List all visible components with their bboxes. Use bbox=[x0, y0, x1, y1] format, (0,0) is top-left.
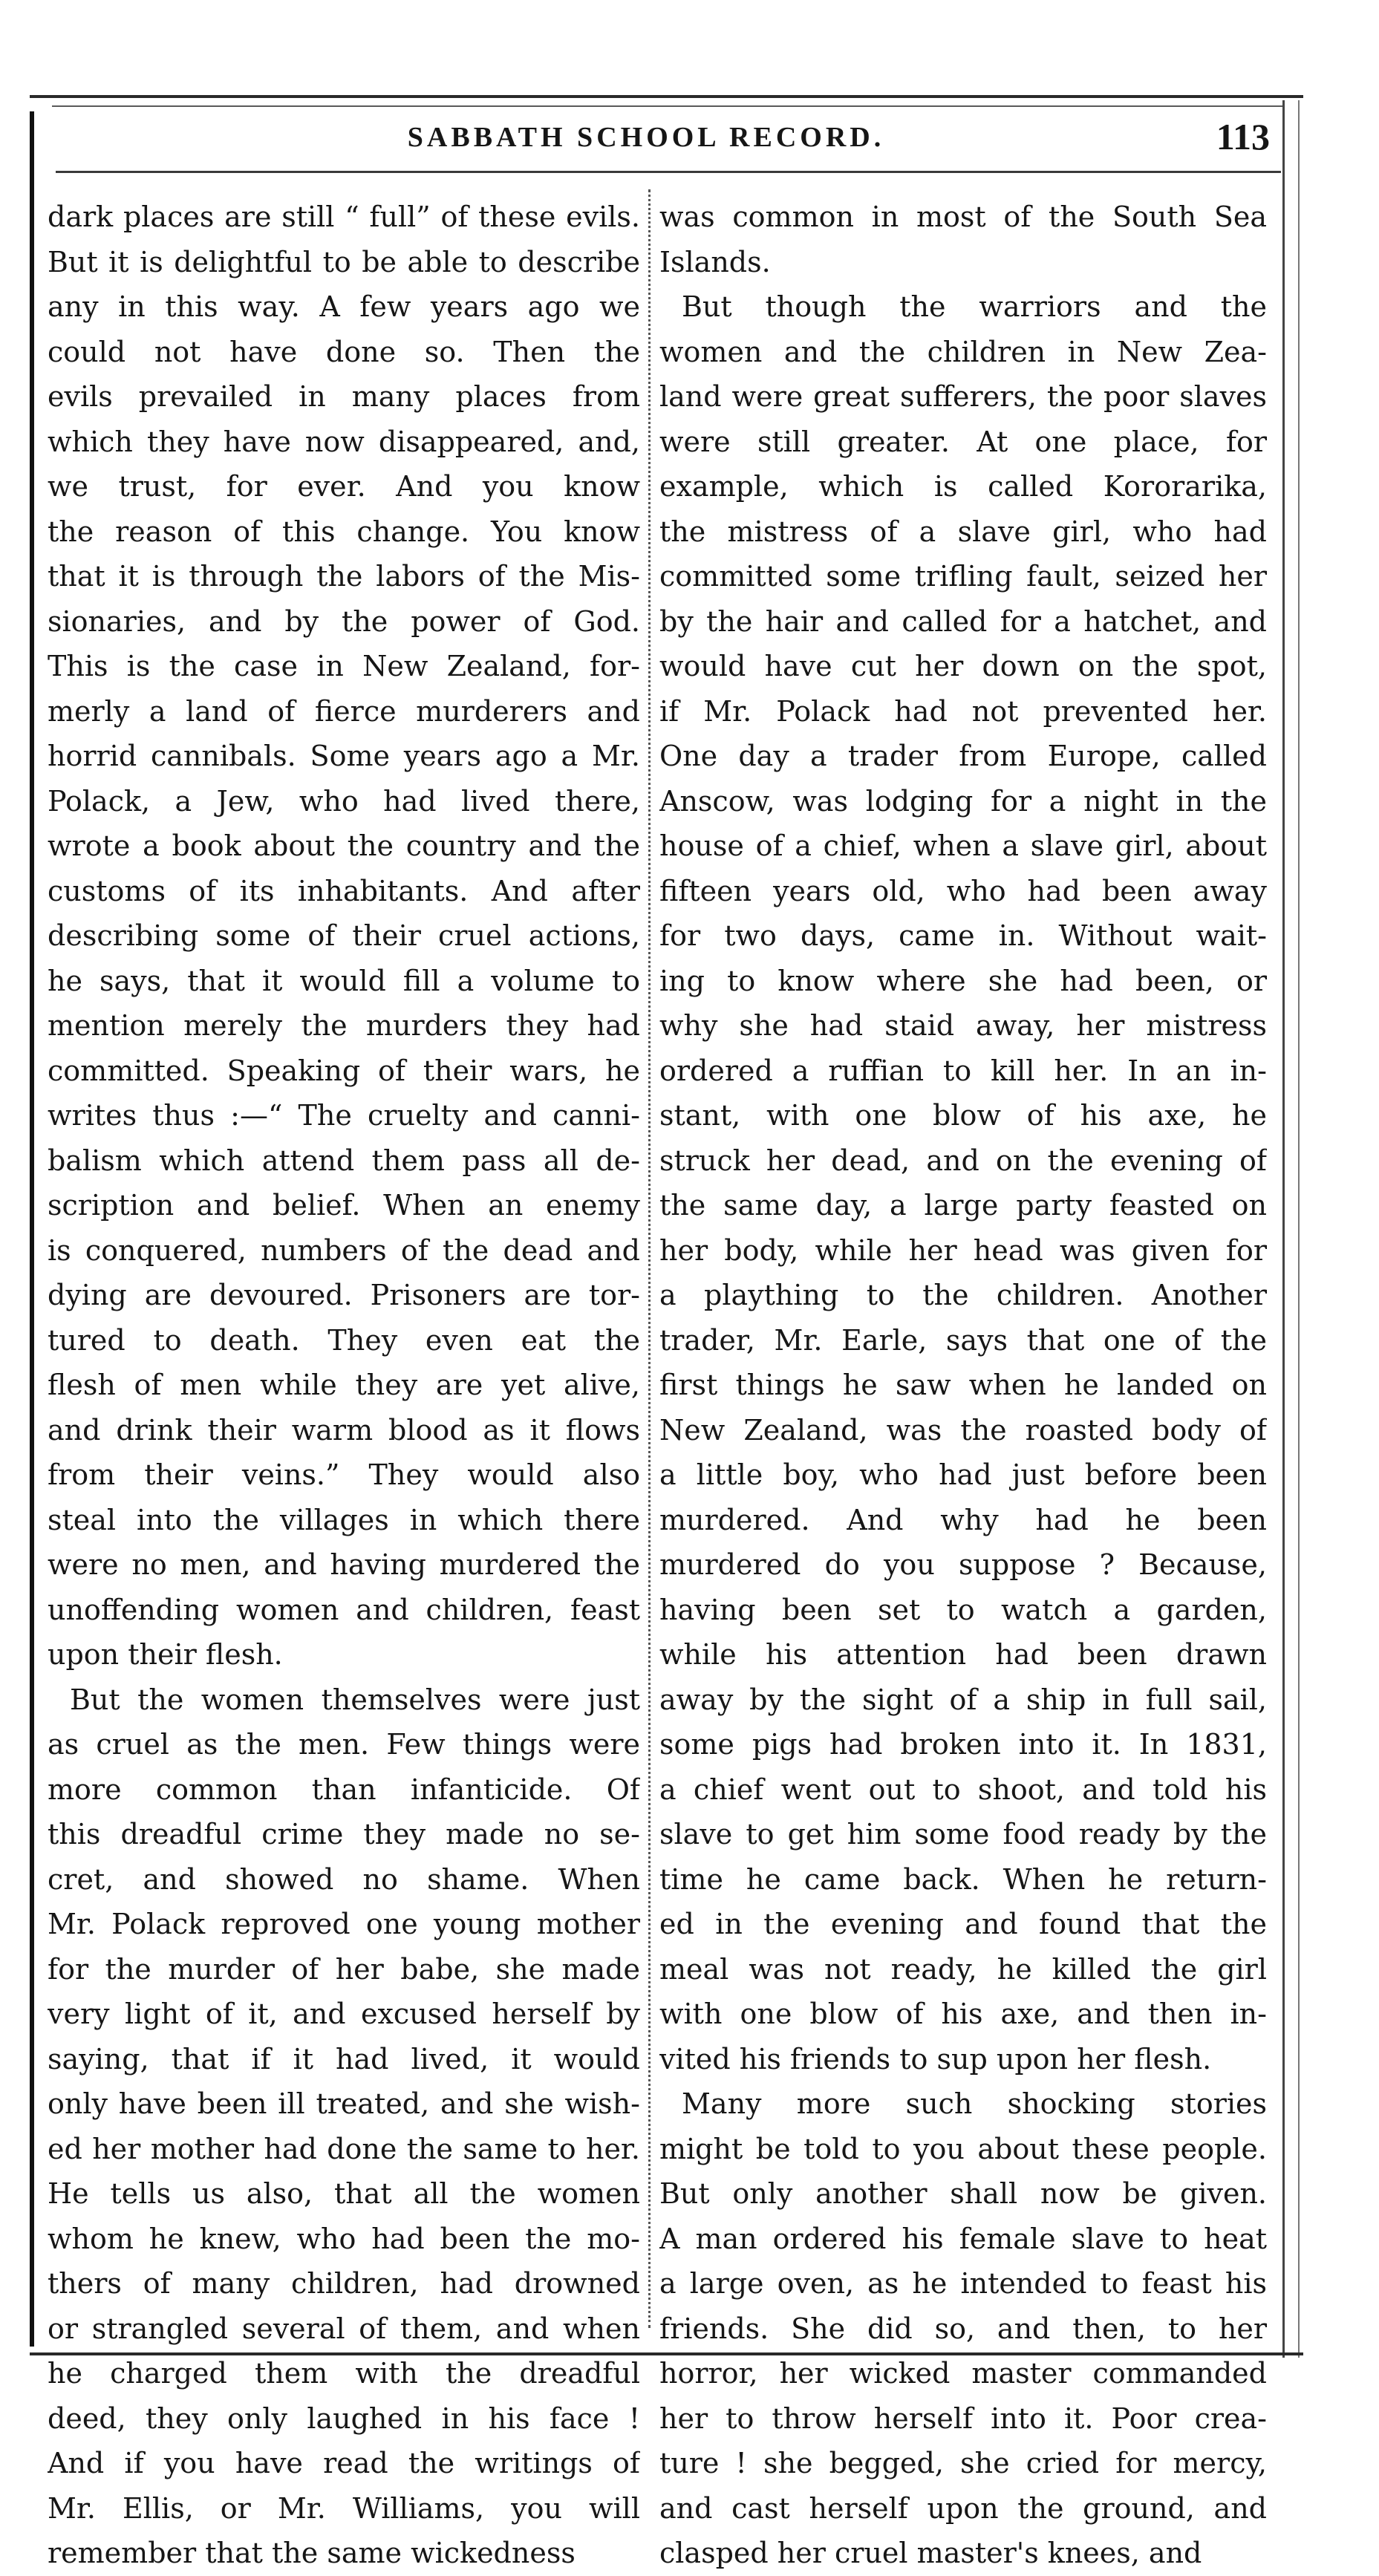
text-line: away by the sight of a ship in full sail, bbox=[659, 1683, 1267, 1716]
text-line: if Mr. Polack had not prevented her. bbox=[659, 694, 1267, 728]
text-line: merly a land of fierce murderers and bbox=[48, 694, 640, 728]
text-line: only have been ill treated, and she wish- bbox=[48, 2087, 640, 2120]
text-line: example, which is called Kororarika, bbox=[659, 470, 1267, 503]
left-column bbox=[48, 195, 640, 2576]
text-line: deed, they only laughed in his face ! bbox=[48, 2401, 640, 2435]
text-line: remember that the same wickedness bbox=[48, 2537, 576, 2569]
text-line: Mr. Ellis, or Mr. Williams, you will bbox=[48, 2491, 640, 2525]
text-line: committed. Speaking of their wars, he bbox=[48, 1054, 640, 1087]
bottom-border-rule bbox=[30, 2352, 1303, 2355]
text-line: or strangled several of them, and when bbox=[48, 2312, 640, 2345]
text-line: Mr. Polack reproved one young mother bbox=[48, 1908, 640, 1940]
text-line: But only another shall now be given. bbox=[659, 2177, 1267, 2210]
text-line: murdered. And why had he been bbox=[659, 1503, 1267, 1536]
text-line: was common in most of the South Sea bbox=[659, 200, 1267, 233]
top-inner-rule bbox=[52, 105, 1285, 107]
text-line: trader, Mr. Earle, says that one of the bbox=[659, 1323, 1267, 1357]
text-line: struck her dead, and on the evening of bbox=[659, 1144, 1267, 1177]
text-line: balism which attend them pass all de- bbox=[48, 1144, 640, 1177]
right-outer-rule bbox=[1298, 100, 1300, 2358]
text-line: customs of its inhabitants. And after bbox=[48, 874, 640, 907]
text-line: might be told to you about these people. bbox=[659, 2132, 1267, 2165]
text-line: any in this way. A few years ago we bbox=[48, 290, 640, 323]
text-line: committed some trifling fault, seized her bbox=[659, 560, 1267, 593]
text-line: and cast herself upon the ground, and bbox=[659, 2491, 1267, 2525]
text-line: ed in the evening and found that the bbox=[659, 1908, 1267, 1940]
right-column bbox=[659, 195, 1267, 2576]
text-line: slave to get him some food ready by the bbox=[659, 1818, 1267, 1851]
text-line: this dreadful crime they made no se- bbox=[48, 1818, 640, 1851]
top-border-rule bbox=[30, 95, 1303, 98]
text-line: thers of many children, had drowned bbox=[48, 2267, 640, 2300]
text-line: which they have now disappeared, and, bbox=[48, 425, 640, 458]
text-line: horror, her wicked master commanded bbox=[659, 2357, 1267, 2390]
text-line: New Zealand, was the roasted body of bbox=[659, 1413, 1267, 1447]
text-line: why she had staid away, her mistress bbox=[659, 1009, 1267, 1042]
text-line: mention merely the murders they had bbox=[48, 1009, 640, 1042]
text-line: ing to know where she had been, or bbox=[659, 964, 1267, 997]
text-line: But it is delightful to be able to describe bbox=[48, 245, 640, 278]
text-line: is conquered, numbers of the dead and bbox=[48, 1233, 640, 1267]
text-line: One day a trader from Europe, called bbox=[659, 740, 1267, 772]
text-line: upon their flesh. bbox=[48, 1638, 283, 1671]
text-line: Islands. bbox=[659, 245, 771, 278]
text-line: while his attention had been drawn bbox=[659, 1638, 1267, 1671]
text-line: vited his friends to sup upon her flesh. bbox=[659, 2042, 1212, 2076]
text-line: for the murder of her babe, she made bbox=[48, 1952, 640, 1986]
text-line: But the women themselves were just bbox=[70, 1683, 640, 1716]
text-line: he charged them with the dreadful bbox=[48, 2357, 640, 2390]
text-line: Anscow, was lodging for a night in the bbox=[659, 784, 1267, 818]
text-line: writes thus :—“ The cruelty and canni- bbox=[48, 1099, 640, 1132]
text-line: the same day, a large party feasted on bbox=[659, 1189, 1267, 1222]
text-line: we trust, for ever. And you know bbox=[48, 470, 640, 503]
text-line: her body, while her head was given for bbox=[659, 1233, 1267, 1267]
page-number: 113 bbox=[1216, 116, 1270, 157]
text-line: ture ! she begged, she cried for mercy, bbox=[659, 2447, 1267, 2479]
text-line: a plaything to the children. Another bbox=[659, 1279, 1267, 1311]
header-rule bbox=[56, 171, 1281, 173]
text-line: were no men, and having murdered the bbox=[48, 1548, 640, 1581]
text-line: murdered do you suppose ? Because, bbox=[659, 1548, 1267, 1581]
text-line: saying, that if it had lived, it would bbox=[48, 2042, 640, 2076]
text-line: ordered a ruffian to kill her. In an in- bbox=[659, 1054, 1267, 1087]
text-line: that it is through the labors of the Mis- bbox=[48, 560, 640, 593]
text-line: stant, with one blow of his axe, he bbox=[659, 1099, 1267, 1132]
text-line: from their veins.” They would also bbox=[48, 1458, 640, 1491]
text-line: He tells us also, that all the women bbox=[48, 2177, 640, 2210]
right-border-rule bbox=[1282, 100, 1285, 2358]
text-line: ed her mother had done the same to her. bbox=[48, 2132, 640, 2165]
text-line: women and the children in New Zea- bbox=[659, 335, 1267, 368]
text-line: sionaries, and by the power of God. bbox=[48, 604, 640, 638]
text-line: flesh of men while they are yet alive, bbox=[48, 1369, 640, 1401]
text-line: dying are devoured. Prisoners are tor- bbox=[48, 1279, 640, 1311]
text-line: by the hair and called for a hatchet, and bbox=[659, 604, 1267, 638]
text-line: as cruel as the men. Few things were bbox=[48, 1728, 640, 1761]
text-line: would have cut her down on the spot, bbox=[659, 650, 1267, 682]
text-line: her to throw herself into it. Poor crea- bbox=[659, 2401, 1267, 2435]
text-line: wrote a book about the country and the bbox=[48, 829, 640, 862]
text-line: fifteen years old, who had been away bbox=[659, 874, 1267, 907]
text-line: more common than infanticide. Of bbox=[48, 1773, 640, 1806]
text-line: horrid cannibals. Some years ago a Mr. bbox=[48, 740, 640, 772]
text-line: unoffending women and children, feast bbox=[48, 1593, 640, 1626]
text-line: cret, and showed no shame. When bbox=[48, 1862, 640, 1896]
text-line: the reason of this change. You know bbox=[48, 515, 640, 548]
text-line: having been set to watch a garden, bbox=[659, 1593, 1267, 1626]
text-line: were still greater. At one place, for bbox=[659, 425, 1267, 458]
text-line: But though the warriors and the bbox=[682, 290, 1267, 323]
text-line: friends. She did so, and then, to her bbox=[659, 2312, 1267, 2345]
text-line: could not have done so. Then the bbox=[48, 335, 640, 368]
text-line: describing some of their cruel actions, bbox=[48, 919, 640, 952]
column-divider bbox=[648, 189, 651, 2328]
text-line: dark places are still “ full” of these evils. bbox=[48, 200, 640, 233]
text-line: clasped her cruel master's knees, and bbox=[659, 2537, 1202, 2569]
text-line: a large oven, as he intended to feast his bbox=[659, 2267, 1267, 2300]
text-line: very light of it, and excused herself by bbox=[48, 1998, 640, 2030]
text-line: Polack, a Jew, who had lived there, bbox=[48, 784, 640, 818]
text-line: for two days, came in. Without wait- bbox=[659, 919, 1267, 952]
text-line: scription and belief. When an enemy bbox=[48, 1189, 640, 1222]
text-line: evils prevailed in many places from bbox=[48, 380, 640, 413]
text-line: tured to death. They even eat the bbox=[48, 1323, 640, 1357]
text-line: A man ordered his female slave to heat bbox=[659, 2222, 1267, 2255]
text-line: This is the case in New Zealand, for- bbox=[48, 650, 640, 682]
text-line: he says, that it would fill a volume to bbox=[48, 964, 640, 997]
text-line: house of a chief, when a slave girl, about bbox=[659, 829, 1267, 862]
text-line: steal into the villages in which there bbox=[48, 1503, 640, 1536]
text-line: time he came back. When he return- bbox=[659, 1862, 1267, 1896]
text-line: with one blow of his axe, and then in- bbox=[659, 1998, 1267, 2030]
left-border-rule bbox=[30, 111, 34, 2347]
text-line: whom he knew, who had been the mo- bbox=[48, 2222, 640, 2255]
text-line: And if you have read the writings of bbox=[48, 2447, 640, 2479]
text-line: Many more such shocking stories bbox=[682, 2087, 1267, 2120]
text-line: first things he saw when he landed on bbox=[659, 1369, 1267, 1401]
text-line: meal was not ready, he killed the girl bbox=[659, 1952, 1267, 1986]
running-title: SABBATH SCHOOL RECORD. bbox=[407, 122, 885, 153]
text-line: some pigs had broken into it. In 1831, bbox=[659, 1728, 1267, 1761]
text-line: and drink their warm blood as it flows bbox=[48, 1413, 640, 1447]
text-line: a chief went out to shoot, and told his bbox=[659, 1773, 1267, 1806]
text-line: a little boy, who had just before been bbox=[659, 1458, 1267, 1491]
text-line: the mistress of a slave girl, who had bbox=[659, 515, 1267, 548]
text-line: land were great sufferers, the poor slaves bbox=[659, 380, 1267, 413]
